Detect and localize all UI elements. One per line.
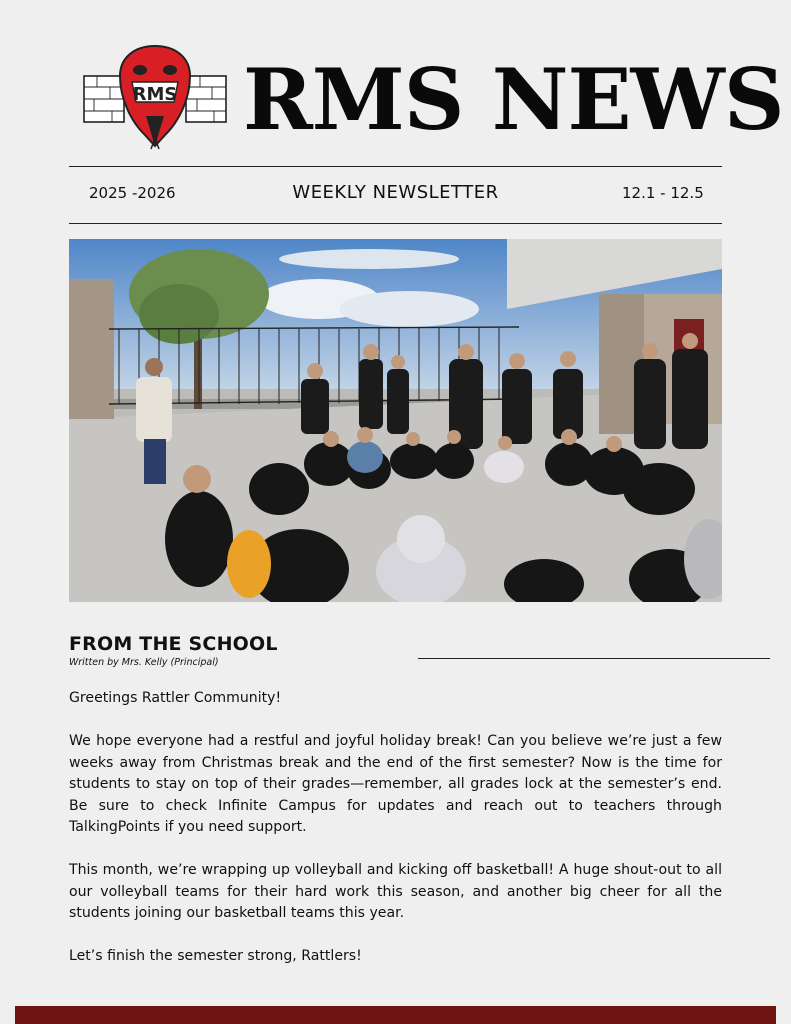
- school-logo: [82, 42, 228, 150]
- footer-bar: [15, 1006, 776, 1024]
- article-body: [69, 688, 722, 989]
- article-paragraph: We hope everyone had a restful and joyful holiday break! Can you believe we’re just a few weeks away from Christmas break and the end of the first semester? Now is the time for students to stay on top of their grades—remember, all grades lock at the semester’s end. Be sure to check Infinite Campus for updates and reach out to teachers through TalkingPoints if you need support.: [69, 733, 722, 835]
- date-range: 12.1 - 12.5: [622, 184, 704, 202]
- article-closing: Let’s finish the semester strong, Rattlers!: [69, 948, 362, 964]
- top-rule: [69, 166, 722, 167]
- article-byline: Written by Mrs. Kelly (Principal): [69, 657, 219, 668]
- newsletter-type: WEEKLY NEWSLETTER: [292, 182, 499, 203]
- rattlesnake-head-icon: [82, 42, 228, 150]
- section-heading: FROM THE SCHOOL: [69, 633, 278, 655]
- newsletter-masthead: RMS NEWS: [243, 50, 784, 149]
- article-paragraph: This month, we’re wrapping up volleyball and kicking off basketball! A huge shout-out to all our volleyball teams for their hard work this season, and another big cheer for all the students joining our basketball teams this year.: [69, 862, 722, 921]
- section-rule: [418, 658, 770, 659]
- students-circle-photo: [69, 239, 722, 602]
- info-bottom-rule: [69, 223, 722, 224]
- svg-text:RMS: RMS: [132, 84, 178, 105]
- article-greeting: Greetings Rattler Community!: [69, 690, 282, 706]
- school-year: 2025 -2026: [89, 184, 176, 202]
